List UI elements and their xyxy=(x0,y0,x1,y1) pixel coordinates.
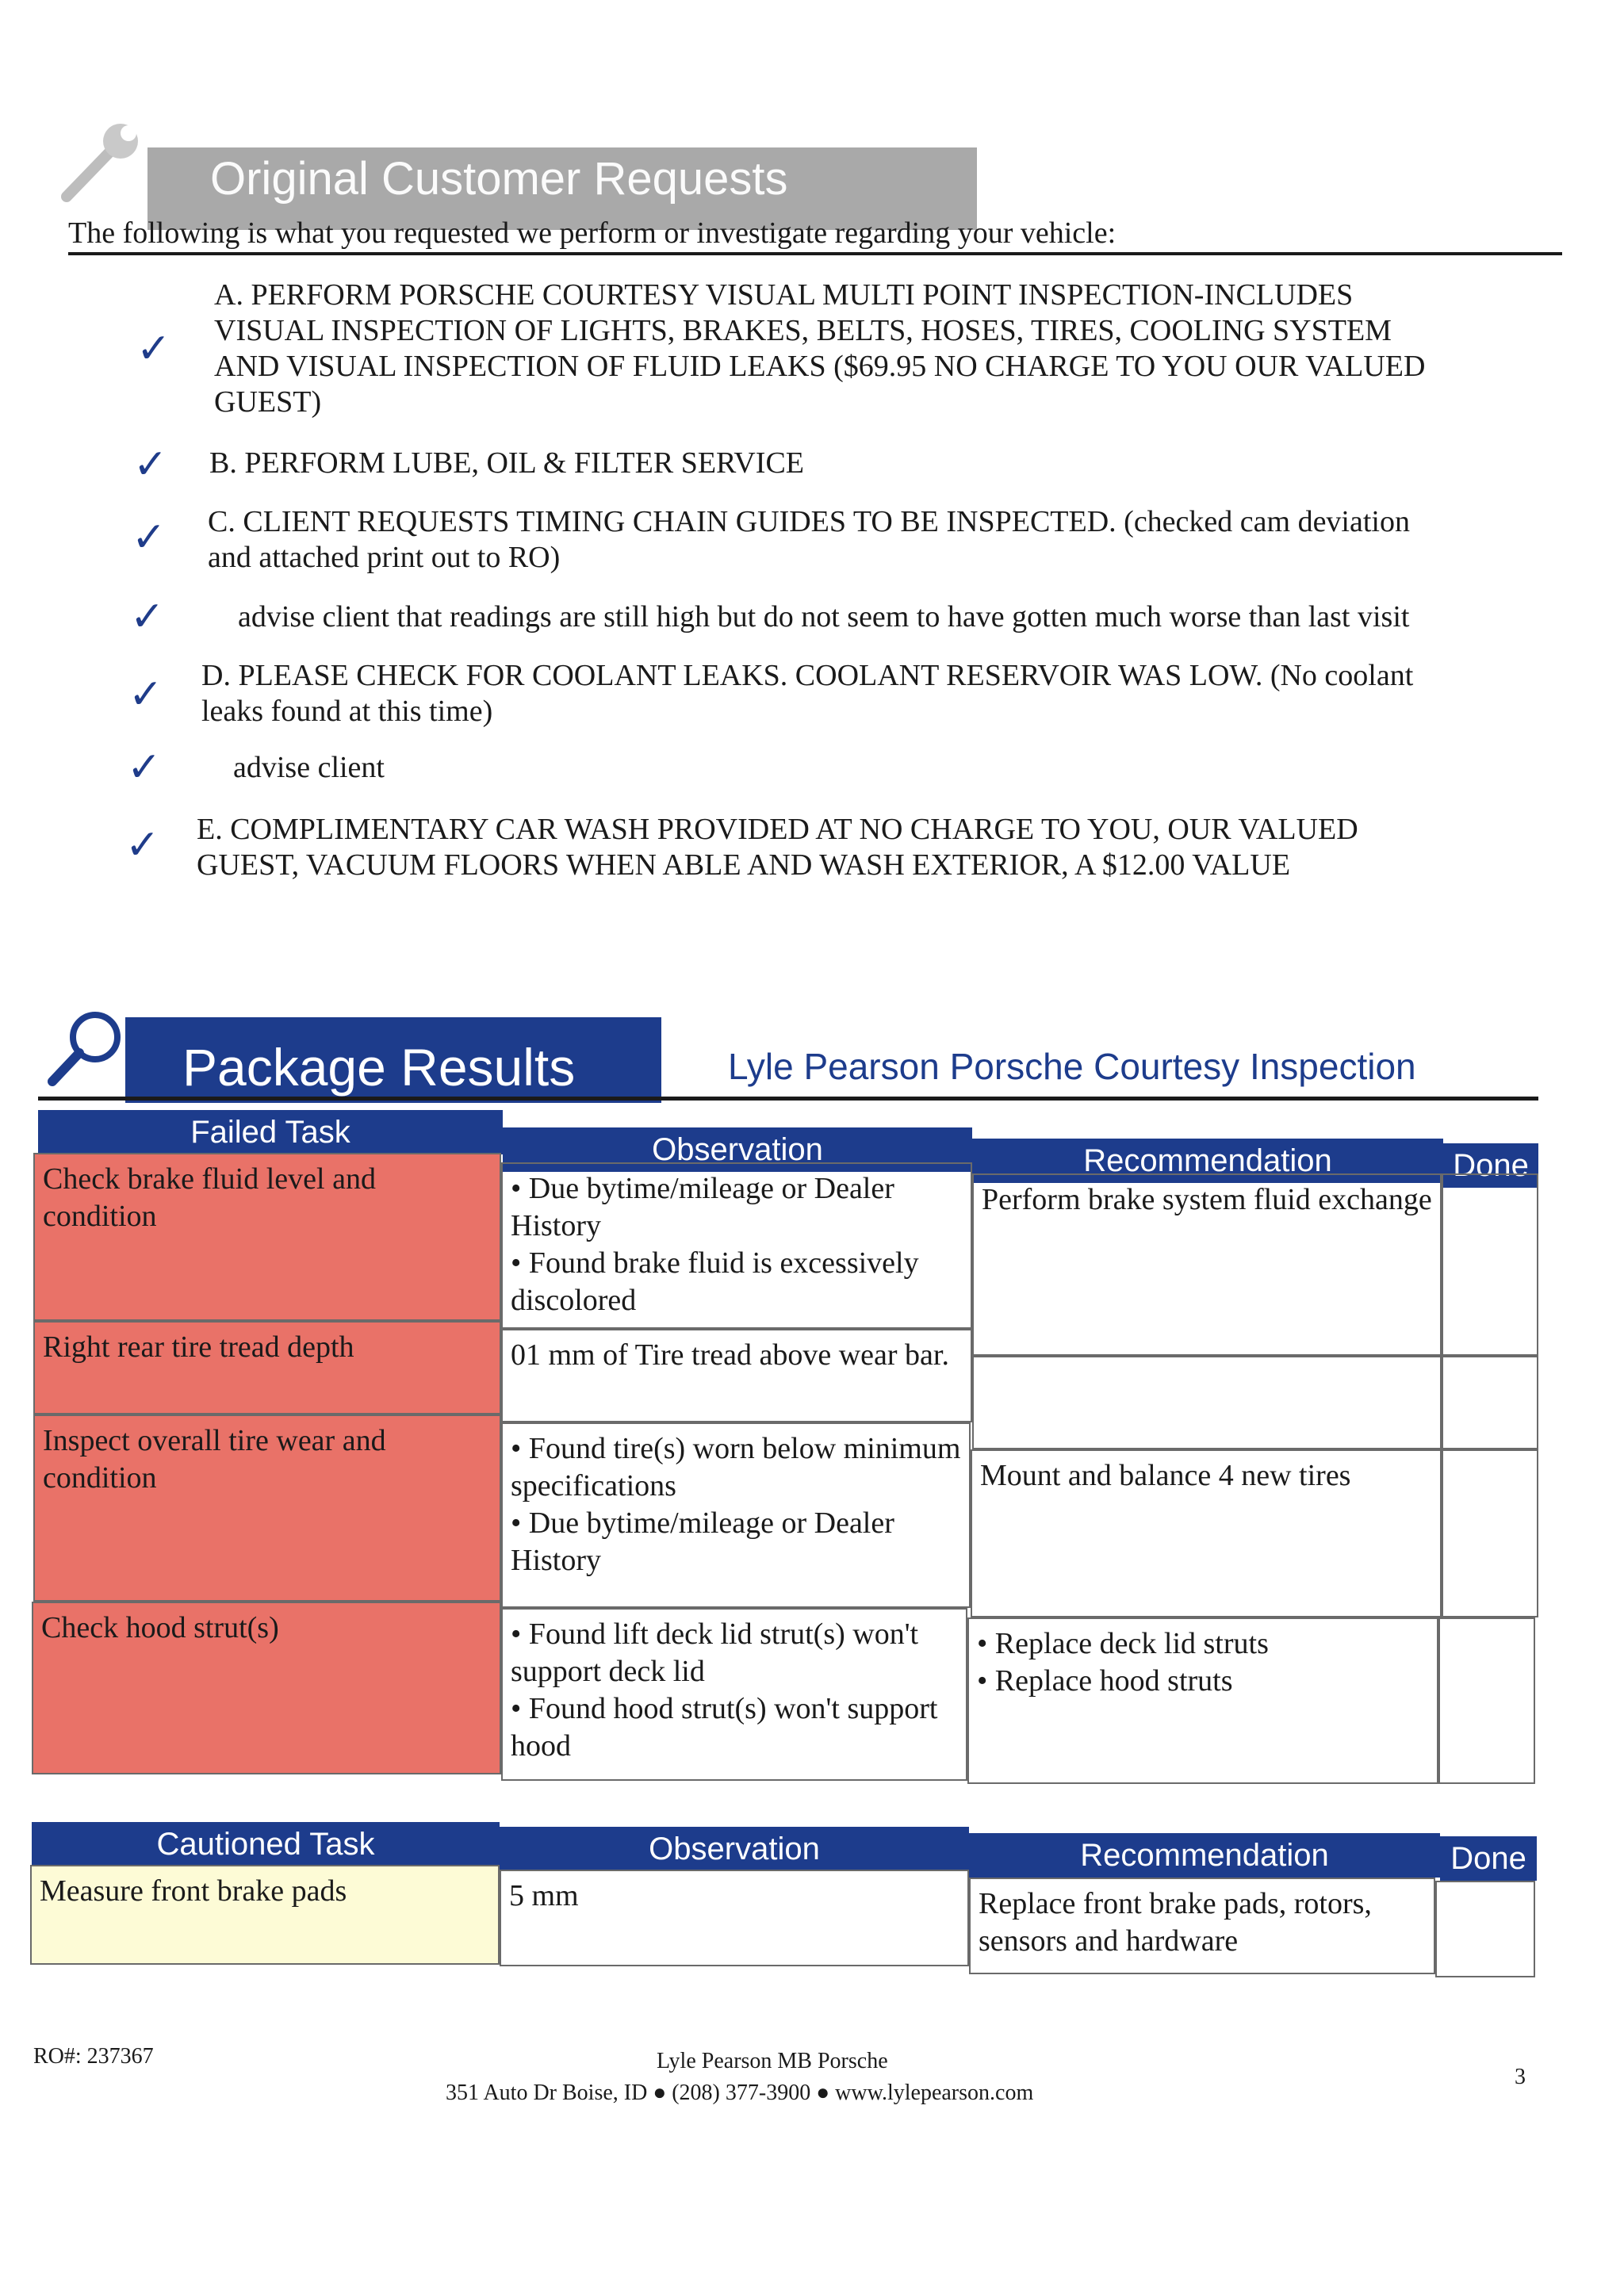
done-cell xyxy=(1438,1617,1535,1784)
observation-cell: • Found tire(s) worn below minimum specifications • Due bytime/mileage or Dealer History xyxy=(501,1422,971,1608)
magnifier-icon xyxy=(41,1005,128,1093)
done-cell xyxy=(1442,1173,1538,1356)
request-item: C. CLIENT REQUESTS TIMING CHAIN GUIDES TO BE INSPECTED. (checked cam deviation and attached print out to RO) xyxy=(208,505,1410,574)
checkmark-icon: ✓ xyxy=(128,671,163,718)
checkmark-icon: ✓ xyxy=(125,821,160,869)
recommendation-cell xyxy=(972,1356,1442,1449)
ro-number: RO#: 237367 xyxy=(33,2044,154,2069)
checkmark-icon: ✓ xyxy=(133,441,168,488)
col-header-done: Done xyxy=(1440,1836,1537,1881)
observation-cell: 01 mm of Tire tread above wear bar. xyxy=(501,1329,972,1422)
failed-task-cell: Inspect overall tire wear and condition xyxy=(33,1414,501,1602)
done-cell xyxy=(1442,1449,1538,1617)
recommendation-cell: Perform brake system fluid exchange xyxy=(972,1173,1442,1356)
request-note: advise client xyxy=(233,751,385,784)
wrench-icon xyxy=(56,119,151,206)
failed-task-cell: Check hood strut(s) xyxy=(32,1602,501,1774)
done-cell xyxy=(1442,1356,1538,1449)
package-title: Package Results xyxy=(182,1038,576,1097)
request-item: B. PERFORM LUBE, OIL & FILTER SERVICE xyxy=(209,446,804,480)
checkmark-icon: ✓ xyxy=(130,593,165,641)
page-number: 3 xyxy=(1515,2065,1526,2089)
request-item: E. COMPLIMENTARY CAR WASH PROVIDED AT NO CHARGE TO YOU, OUR VALUED GUEST, VACUUM FLOORS WHEN ABLE AND WASH EXTERIOR, A $12.00 VALUE xyxy=(197,813,1358,882)
divider xyxy=(38,1097,1538,1101)
checkmark-icon: ✓ xyxy=(127,744,162,791)
col-header-recommendation: Recommendation xyxy=(972,1139,1443,1183)
observation-cell: 5 mm xyxy=(500,1870,969,1966)
col-header-done: Done xyxy=(1443,1143,1538,1188)
observation-cell: • Due bytime/mileage or Dealer History • Found brake fluid is excessively discolored xyxy=(501,1162,972,1329)
checkmark-icon: ✓ xyxy=(132,514,167,561)
package-subtitle: Lyle Pearson Porsche Courtesy Inspection xyxy=(728,1046,1416,1087)
checkmark-icon: ✓ xyxy=(136,325,171,373)
failed-task-cell: Check brake fluid level and condition xyxy=(33,1153,501,1321)
cautioned-task-cell: Measure front brake pads xyxy=(30,1865,500,1965)
observation-cell: • Found lift deck lid strut(s) won't support deck lid • Found hood strut(s) won't support hood xyxy=(501,1608,967,1781)
dealer-address: 351 Auto Dr Boise, ID ● (208) 377-3900 ● www.lylepearson.com xyxy=(446,2081,1034,2105)
failed-task-cell: Right rear tire tread depth xyxy=(33,1321,501,1414)
intro-text: The following is what you requested we perform or investigate regarding your vehicle: xyxy=(68,216,1116,250)
request-item: D. PLEASE CHECK FOR COOLANT LEAKS. COOLANT RESERVOIR WAS LOW. (No coolant leaks found at this time) xyxy=(201,659,1414,728)
col-header-recommendation: Recommendation xyxy=(969,1833,1440,1878)
done-cell xyxy=(1435,1881,1535,1977)
recommendation-cell: • Replace deck lid struts • Replace hood struts xyxy=(967,1617,1438,1784)
col-header-observation: Observation xyxy=(503,1127,972,1172)
col-header-failed-task: Failed Task xyxy=(38,1110,503,1154)
dealer-name: Lyle Pearson MB Porsche xyxy=(657,2049,888,2073)
col-header-observation: Observation xyxy=(500,1827,969,1871)
col-header-cautioned-task: Cautioned Task xyxy=(32,1822,500,1866)
request-item: A. PERFORM PORSCHE COURTESY VISUAL MULTI POINT INSPECTION-INCLUDES VISUAL INSPECTION OF LIGHTS, BRAKES, BELTS, HOSES, TIRES, COOLING SYSTEM AND VISUAL INSPECTION OF FLUID LEAKS ($69.95 NO CHARGE TO YOU OUR VALUED GUEST) xyxy=(214,278,1426,419)
request-note: advise client that readings are still high but do not seem to have gotten much worse than last visit xyxy=(238,600,1410,634)
recommendation-cell: Mount and balance 4 new tires xyxy=(971,1449,1442,1617)
section-title: Original Customer Requests xyxy=(210,153,788,205)
recommendation-cell: Replace front brake pads, rotors, sensors and hardware xyxy=(969,1878,1435,1974)
divider xyxy=(68,252,1562,255)
